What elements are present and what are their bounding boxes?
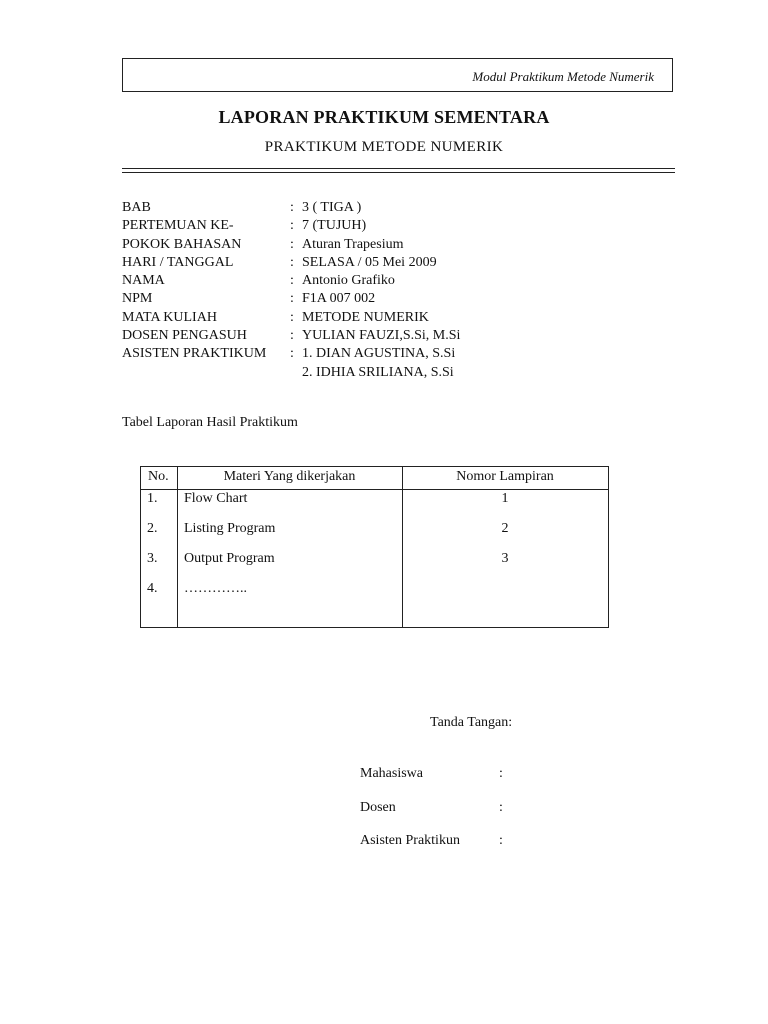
info-value: 2. IDHIA SRILIANA, S.Si: [302, 364, 454, 380]
info-label: PERTEMUAN KE-: [122, 218, 234, 234]
info-row-asisten-praktikum-2: [122, 364, 682, 382]
table-cell-no: 2.: [147, 521, 158, 536]
info-row-bab: [122, 199, 682, 217]
info-row-pertemuan: [122, 217, 682, 235]
table-row: [141, 551, 608, 571]
table-header-materi: Materi Yang dikerjakan: [223, 469, 356, 484]
info-value: METODE NUMERIK: [302, 309, 429, 325]
table-row: [141, 521, 608, 541]
report-subtitle: PRAKTIKUM METODE NUMERIK: [264, 139, 504, 155]
info-label: NPM: [122, 291, 153, 307]
info-value: Aturan Trapesium: [302, 236, 404, 252]
table-cell-materi: Output Program: [184, 551, 275, 566]
module-header-box: [122, 58, 673, 92]
info-label: MATA KULIAH: [122, 309, 217, 325]
table-cell-lampiran: 2: [501, 521, 509, 536]
info-colon: :: [290, 200, 294, 215]
table-header-divider: [141, 489, 608, 490]
signature-colon: :: [499, 800, 503, 815]
info-colon: :: [290, 273, 294, 289]
report-info: [122, 199, 682, 382]
info-row-npm: [122, 290, 682, 308]
info-row-hari-tanggal: [122, 254, 682, 272]
info-label: HARI / TANGGAL: [122, 254, 234, 270]
title-rule-bottom: [122, 172, 675, 173]
info-value: SELASA / 05 Mei 2009: [302, 254, 437, 270]
info-colon: :: [290, 254, 294, 270]
info-label: NAMA: [122, 273, 165, 289]
table-cell-no: 1.: [147, 491, 158, 506]
info-value: 1. DIAN AGUSTINA, S.Si: [302, 346, 456, 362]
info-row-dosen-pengasuh: [122, 327, 682, 345]
info-colon: :: [290, 291, 294, 307]
table-cell-materi: Flow Chart: [184, 491, 248, 506]
title-rule-top: [122, 168, 675, 169]
info-row-pokok-bahasan: [122, 236, 682, 254]
signature-title: Tanda Tangan:: [430, 715, 513, 730]
module-header-text: Modul Praktikum Metode Numerik: [472, 69, 654, 84]
signature-row-mahasiswa: [360, 766, 560, 784]
info-row-mata-kuliah: [122, 309, 682, 327]
signature-colon: :: [499, 833, 503, 848]
info-label: POKOK BAHASAN: [122, 236, 242, 252]
signature-label: Dosen: [360, 800, 396, 815]
info-colon: :: [290, 346, 294, 362]
table-caption: Tabel Laporan Hasil Praktikum: [122, 415, 298, 430]
info-row-nama: [122, 272, 682, 290]
table-cell-materi: Listing Program: [184, 521, 276, 536]
table-cell-lampiran: 3: [501, 551, 509, 566]
info-colon: :: [290, 236, 294, 252]
info-label: ASISTEN PRAKTIKUM: [122, 346, 267, 362]
table-cell-no: 3.: [147, 551, 158, 566]
info-value: YULIAN FAUZI,S.Si, M.Si: [302, 328, 461, 344]
info-label: BAB: [122, 200, 151, 215]
info-label: DOSEN PENGASUH: [122, 328, 247, 344]
info-value: 3 ( TIGA ): [302, 200, 362, 215]
info-colon: :: [290, 328, 294, 344]
table-row: [141, 581, 608, 601]
info-value: F1A 007 002: [302, 291, 376, 307]
table-row: [141, 491, 608, 511]
table-cell-no: 4.: [147, 581, 158, 596]
info-value: 7 (TUJUH): [302, 218, 367, 234]
table-cell-lampiran: 1: [501, 491, 509, 506]
signature-label: Asisten Praktikun: [360, 833, 460, 848]
signature-row-dosen: [360, 800, 560, 818]
info-colon: :: [290, 309, 294, 325]
signature-colon: :: [499, 766, 503, 781]
report-title: LAPORAN PRAKTIKUM SEMENTARA: [218, 107, 550, 127]
info-value: Antonio Grafiko: [302, 273, 395, 289]
info-colon: :: [290, 218, 294, 234]
table-header-lampiran: Nomor Lampiran: [456, 469, 554, 484]
results-table: [140, 466, 609, 628]
signature-label: Mahasiswa: [360, 766, 423, 781]
table-header-no: No.: [148, 469, 169, 484]
table-cell-materi: …………..: [184, 581, 247, 596]
info-row-asisten-praktikum: [122, 345, 682, 363]
signature-row-asisten: [360, 833, 560, 851]
